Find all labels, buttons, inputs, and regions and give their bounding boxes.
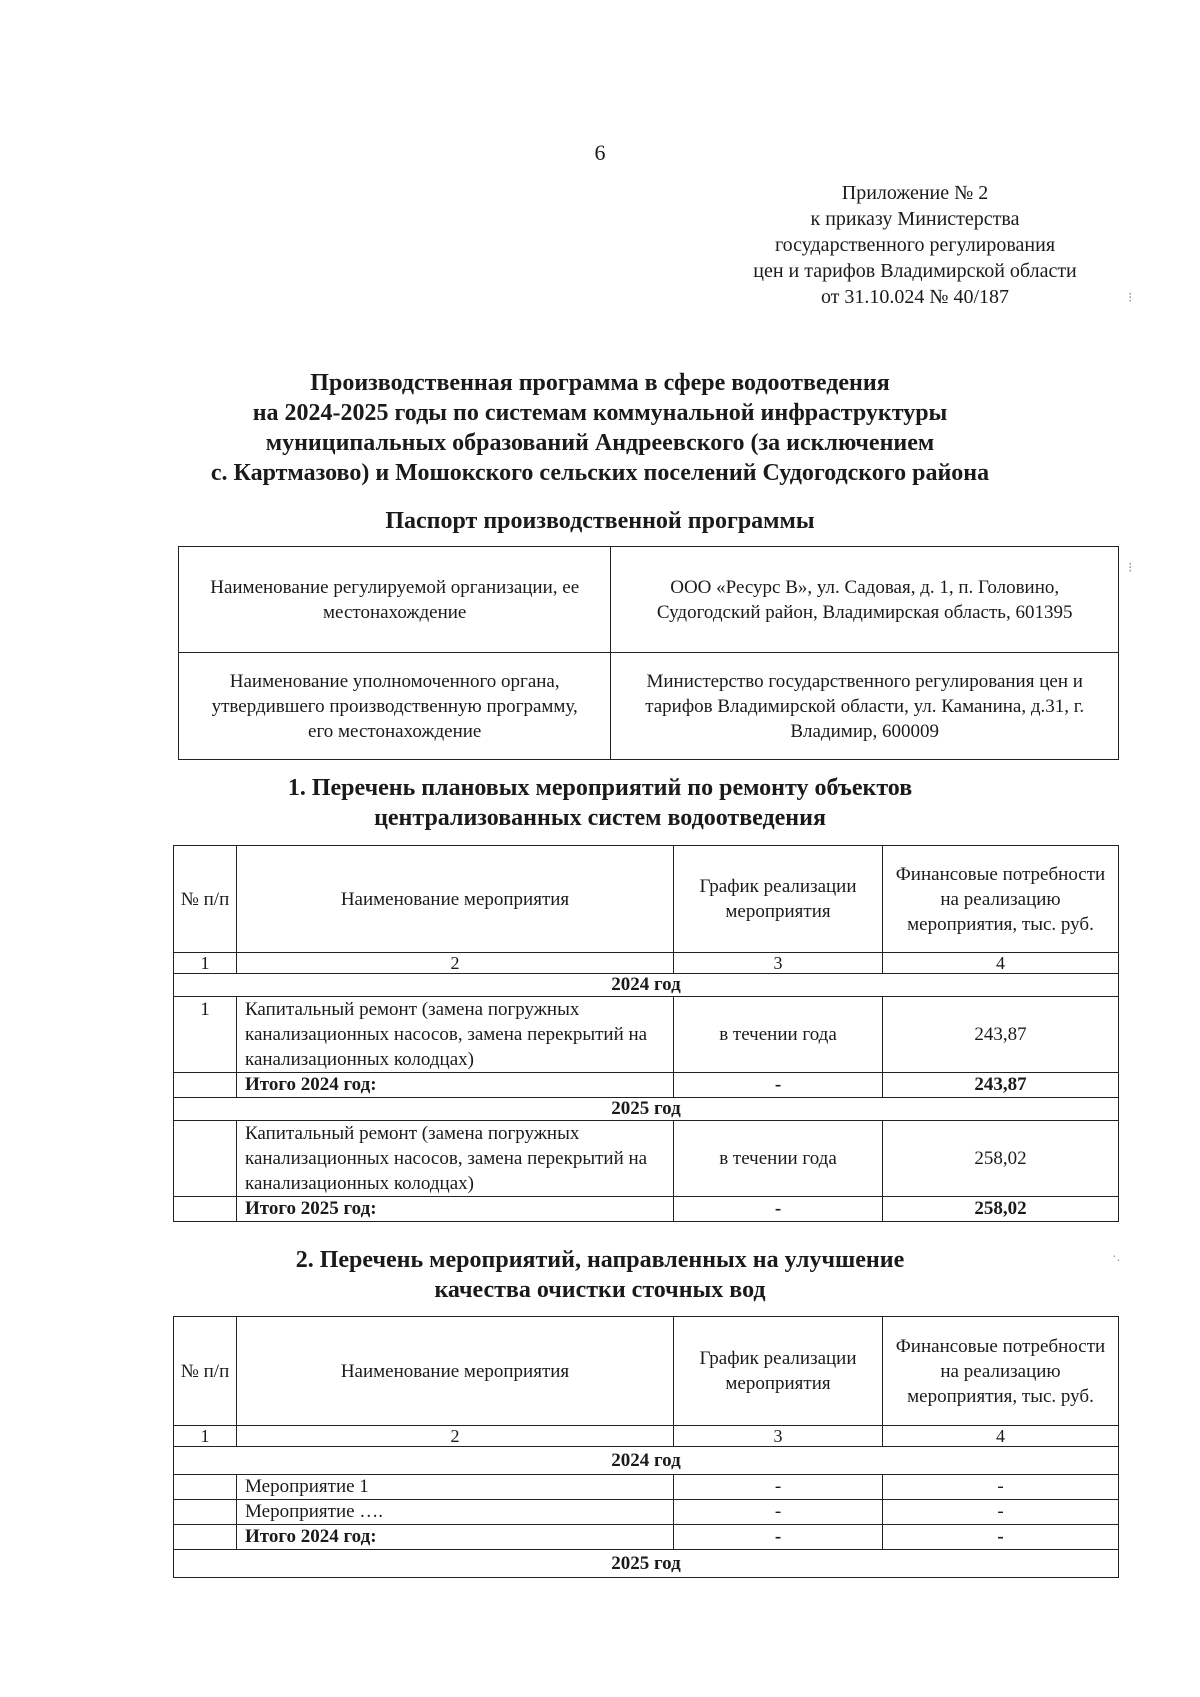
- section1-title: [150, 773, 1050, 833]
- measure-name: Мероприятие 1: [237, 1475, 674, 1500]
- column-number: 2: [237, 1426, 674, 1447]
- total-label: Итого 2025 год:: [237, 1197, 674, 1222]
- measure-name: Мероприятие ….: [237, 1500, 674, 1525]
- header-cell: Финансовые потребности на реализацию мероприятия, тыс. руб.: [883, 846, 1119, 953]
- section1-title-line: централизованных систем водоотведения: [374, 805, 826, 831]
- measure-amount: -: [883, 1475, 1119, 1500]
- column-number: 3: [674, 953, 883, 974]
- column-number-row: [174, 953, 1119, 974]
- year-row: [174, 974, 1119, 997]
- column-number-row: [174, 1426, 1119, 1447]
- title-line: с. Картмазово) и Мошокского сельских поселений Судогодского района: [210, 460, 990, 486]
- empty-cell: [174, 1073, 237, 1098]
- passport-title: Паспорт производственной программы: [385, 508, 815, 534]
- passport-label: Наименование регулируемой организации, ее местонахождение: [179, 547, 611, 653]
- passport-table: [178, 546, 1119, 760]
- document-title: [150, 368, 1050, 488]
- appendix-block: [720, 180, 1110, 310]
- section2-title-line: 2. Перечень мероприятий, направленных на улучшение: [295, 1247, 905, 1273]
- passport-row: [179, 547, 1119, 653]
- measure-amount: 243,87: [883, 997, 1119, 1073]
- measure-schedule: -: [674, 1475, 883, 1500]
- page-number: 6: [594, 140, 606, 165]
- measure-amount: -: [883, 1500, 1119, 1525]
- column-number: 2: [237, 953, 674, 974]
- empty-cell: [174, 1500, 237, 1525]
- row-number: 1: [174, 997, 237, 1073]
- total-schedule: -: [674, 1525, 883, 1550]
- scan-artifact: ⁝: [1128, 561, 1133, 576]
- column-number: 4: [883, 1426, 1119, 1447]
- header-cell: № п/п: [174, 1317, 237, 1426]
- header-cell: Наименование мероприятия: [237, 1317, 674, 1426]
- title-line: Производственная программа в сфере водоотведения: [310, 370, 890, 396]
- year-label: 2024 год: [174, 1447, 1119, 1475]
- empty-cell: [174, 1525, 237, 1550]
- header-cell: Финансовые потребности на реализацию мероприятия, тыс. руб.: [883, 1317, 1119, 1426]
- column-number: 1: [174, 1426, 237, 1447]
- treatment-measures-table: [173, 1316, 1119, 1578]
- table-row: [174, 1121, 1119, 1197]
- measure-name: Капитальный ремонт (замена погружных канализационных насосов, замена перекрытий на канализационных колодцах): [237, 1121, 674, 1197]
- appendix-line: Приложение № 2: [841, 182, 989, 204]
- measure-schedule: в течении года: [674, 1121, 883, 1197]
- appendix-line: к приказу Министерства: [810, 208, 1020, 230]
- passport-value: ООО «Ресурс В», ул. Садовая, д. 1, п. Головино, Судогодский район, Владимирская область, 601395: [611, 547, 1119, 653]
- row-number: [174, 1121, 237, 1197]
- passport-value: Министерство государственного регулирования цен и тарифов Владимирской области, ул. Каманина, д.31, г. Владимир, 600009: [611, 653, 1119, 760]
- appendix-line: от 31.10.024 № 40/187: [820, 286, 1010, 308]
- header-cell: График реализации мероприятия: [674, 846, 883, 953]
- passport-row: [179, 653, 1119, 760]
- title-line: на 2024-2025 годы по системам коммунальной инфраструктуры: [252, 400, 948, 426]
- year-row: [174, 1447, 1119, 1475]
- total-schedule: -: [674, 1197, 883, 1222]
- total-schedule: -: [674, 1073, 883, 1098]
- measure-name: Капитальный ремонт (замена погружных канализационных насосов, замена перекрытий на канализационных колодцах): [237, 997, 674, 1073]
- year-row: [174, 1550, 1119, 1578]
- passport-label: Наименование уполномоченного органа, утвердившего производственную программу, его местонахождение: [179, 653, 611, 760]
- year-row: [174, 1098, 1119, 1121]
- measure-schedule: в течении года: [674, 997, 883, 1073]
- total-label: Итого 2024 год:: [237, 1073, 674, 1098]
- empty-cell: [174, 1197, 237, 1222]
- scan-artifact: ⁝: [1128, 291, 1133, 306]
- total-amount: 258,02: [883, 1197, 1119, 1222]
- header-row: [174, 846, 1119, 953]
- section2-title: [150, 1245, 1050, 1305]
- header-cell: График реализации мероприятия: [674, 1317, 883, 1426]
- table-row: [174, 1475, 1119, 1500]
- empty-cell: [174, 1475, 237, 1500]
- title-line: муниципальных образований Андреевского (за исключением: [265, 430, 935, 456]
- section1-title-line: 1. Перечень плановых мероприятий по ремонту объектов: [287, 775, 913, 801]
- column-number: 4: [883, 953, 1119, 974]
- repair-measures-table: [173, 845, 1119, 1222]
- header-cell: № п/п: [174, 846, 237, 953]
- section2-title-line: качества очистки сточных вод: [434, 1277, 766, 1303]
- header-cell: Наименование мероприятия: [237, 846, 674, 953]
- total-label: Итого 2024 год:: [237, 1525, 674, 1550]
- year-label: 2024 год: [174, 974, 1119, 997]
- appendix-line: государственного регулирования: [774, 234, 1056, 256]
- table-row: [174, 997, 1119, 1073]
- measure-amount: 258,02: [883, 1121, 1119, 1197]
- header-row: [174, 1317, 1119, 1426]
- total-row: [174, 1525, 1119, 1550]
- appendix-line: цен и тарифов Владимирской области: [753, 260, 1077, 282]
- scan-artifact: ·.: [1112, 1250, 1121, 1265]
- column-number: 1: [174, 953, 237, 974]
- total-row: [174, 1073, 1119, 1098]
- total-amount: -: [883, 1525, 1119, 1550]
- column-number: 3: [674, 1426, 883, 1447]
- table-row: [174, 1500, 1119, 1525]
- total-row: [174, 1197, 1119, 1222]
- total-amount: 243,87: [883, 1073, 1119, 1098]
- year-label: 2025 год: [174, 1550, 1119, 1578]
- year-label: 2025 год: [174, 1098, 1119, 1121]
- measure-schedule: -: [674, 1500, 883, 1525]
